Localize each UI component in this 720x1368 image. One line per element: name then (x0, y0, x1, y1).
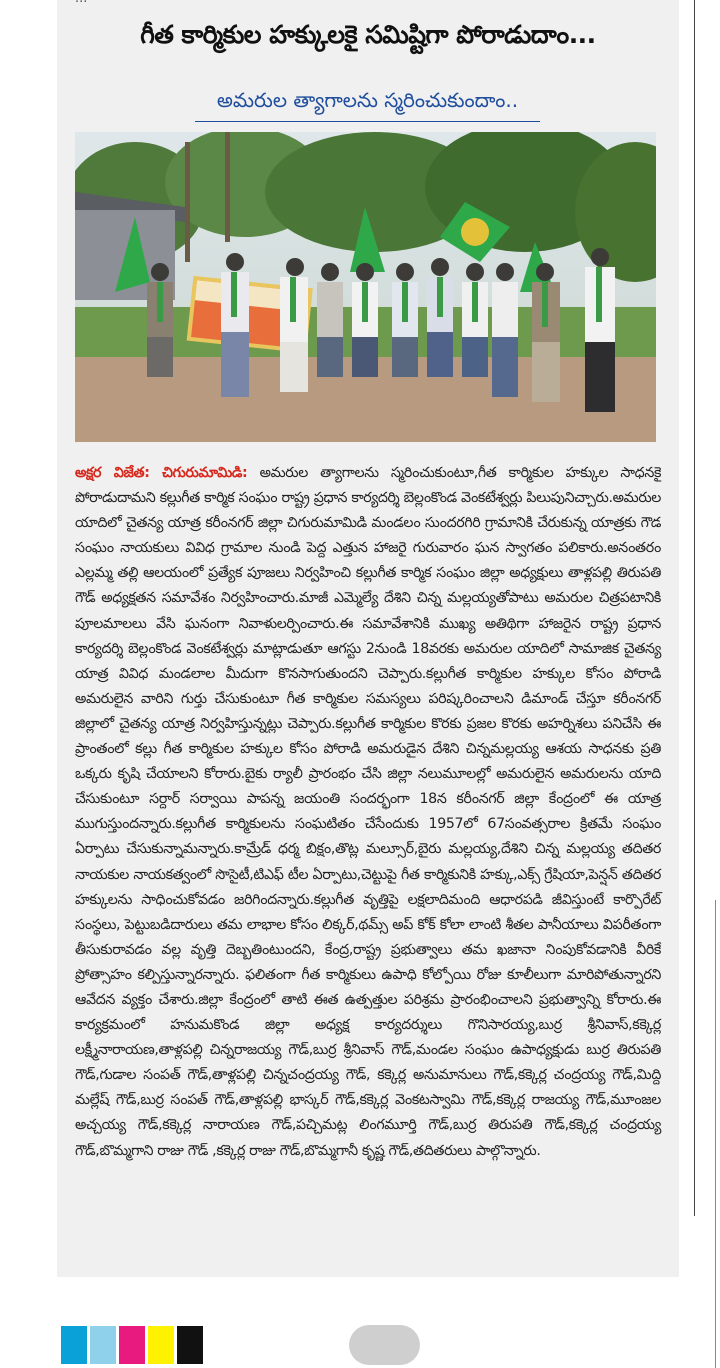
subheadline: అమరుల త్యాగాలను స్మరించుకుందాం.. (195, 88, 540, 122)
print-mark-cyan (61, 1326, 87, 1364)
print-mark-yellow (148, 1326, 174, 1364)
print-mark-light-cyan (90, 1326, 116, 1364)
page-edge-rule (715, 900, 716, 1368)
column-rule (694, 0, 695, 1216)
print-mark-magenta (119, 1326, 145, 1364)
headline: గీత కార్మికుల హక్కులకై సమిష్టిగా పోరాడుదాం... (140, 20, 596, 49)
news-photo (75, 132, 656, 442)
article-text: అమరుల త్యాగాలను స్మరించుకుంటూ,గీత కార్మికుల హక్కుల సాధనకై పోరాడుదామని కల్లుగీత కార్మిక సంఘం రాష్ట్ర ప్రధాన కార్యదర్శి బెల్లంకొండ వెంకటేశ్వర్లు పిలుపునిచ్చారు.అమరుల యాదిలో చైతన్య యాత్ర కరీంనగర్ జిల్లా చిగురుమామిడి మండలం సుందరగిరి గ్రామానికి చేరుకున్న యాత్రకు గౌడ సంఘం నాయకులు వివిధ గ్రామాల నుండి పెద్ద ఎత్తున హాజరై గురువారం ఘన స్వాగతం పలికారు.అనంతరం ఎల్లమ్మ తల్లి ఆలయంలో ప్రత్యేక పూజలు నిర్వహించి కల్లుగీత కార్మిక సంఘం జిల్లా అధ్యక్షులు తాళ్లపల్లి తిరుపతి గౌడ్ అధ్యక్షతన సమావేశం నిర్వహించారు.మాజీ ఎమ్మెల్యే దేశిని చిన్న మల్లయ్యతోపాటు అమరుల చిత్రపటానికి పూలమాలలు వేసి ఘనంగా నివాళులర్పించారు.ఈ సమావేశానికి ముఖ్య అతిథిగా హాజరైన రాష్ట్ర ప్రధాన కార్యదర్శి బెల్లంకొండ వెంకటేశ్వర్లు మాట్లాడుతూ ఆగస్టు 2నుండి 18వరకు అమరుల యాదిలో సామాజిక చైతన్య యాత్ర వివిధ మండలాల మీదుగా కొనసాగుతుందని చెప్పారు.కల్లుగీత కార్మికుల హక్కుల కోసం పోరాడి అమరులైన వారిని గుర్తు చేసుకుంటూ గీత కార్మికుల సమస్యలు పరిష్కరించాలని డిమాండ్ చేస్తూ కరీంనగర్ జిల్లాలో చైతన్య యాత్ర నిర్వహిస్తున్నట్లు చెప్పారు.కల్లుగీత కార్మికుల కొరకు ప్రజల కొరకు అహర్నిశలు పనిచేసి ఈ ప్రాంతంలో కల్లు గీత కార్మికుల హక్కుల కోసం పోరాడి అమరుడైన దేశిని చిన్నమల్లయ్య ఆశయ సాధనకు ప్రతి ఒక్కరు కృషి చేయాలని కోరారు.బైకు ర్యాలీ ప్రారంభం చేసి జిల్లా నలుమూలల్లో అమరులైన అమరులను యాది చేసుకుంటూ సర్దార్ సర్వాయి పాపన్న జయంతి సందర్భంగా 18న కరీంనగర్ జిల్లా కేంద్రంలో ఈ యాత్ర ముగుస్తుందన్నారు.కల్లుగీత కార్మికులను సంఘటితం చేసేందుకు 1957లో 67సంవత్సరాల క్రితమే సంఘం ఏర్పాటు చేసుకున్నామన్నారు.కామ్రేడ్ ధర్మ బిక్షం,తొట్ల మల్సూర్,బైరు మల్లయ్య,దేశిని చిన్న మల్లయ్య తదితర నాయకుల నాయకత్వంలో సొసైటీ,టిఎఫ్ టీల ఏర్పాటు,చెట్టుపై గీత కార్మికునికి హక్కు,ఎక్స్ గ్రేషియా,పెన్షన్ తదితర హక్కులను సాధించుకోవడం జరిగిందన్నారు.కల్లుగీత వృత్తిపై లక్షలాదిమంది ఆధారపడి జీవిస్తుంటే కార్పొరేట్ సంస్థలు, పెట్టుబడిదారులు తమ లాభాల కోసం లిక్కర్,థమ్స్ అప్ కోక్ కోలా లాంటి శీతల పానీయాలు విపరీతంగా తీసుకురావడం వల్ల వృత్తి దెబ్బతింటుందని, కేంద్ర,రాష్ట్ర ప్రభుత్వాలు తమ ఖజానా నింపుకోవడానికి వీరికే ప్రోత్సాహం కల్పిస్తున్నారన్నారు. ఫలితంగా గీత కార్మికులు ఉపాధి కోల్పోయి రోజు కూలీలుగా మారిపోతున్నారని ఆవేదన వ్యక్తం చేశారు.జిల్లా కేంద్రంలో తాటి ఈత ఉత్పత్తుల పరిశ్రమ ప్రారంభించాలని ప్రభుత్వాన్ని కోరారు.ఈ కార్యక్రమంలో హనుమకొండ జిల్లా అధ్యక్ష కార్యదర్శులు గొనిసారయ్య,బుర్ర శ్రీనివాస్,కక్కెర్ల లక్ష్మీనారాయణ,తాళ్లపల్లి చిన్నరాజయ్య గౌడ్,బుర్ర శ్రీనివాస్ గౌడ్,మండల సంఘం ఉపాధ్యక్షుడు బుర్ర తిరుపతి గౌడ్,గుడాల సంపత్ గౌడ్,తాళ్లపల్లి చిన్నచంద్రయ్య గౌడ్, కక్కెర్ల అనుమానులు గౌడ్,కక్కెర్ల చంద్రయ్య గౌడ్,మిద్ది మల్లేష్ గౌడ్,బుర్ర సంపత్ గౌడ్,తాళ్లపల్లి భాస్కర్ గౌడ్,కక్కెర్ల వెంకటస్వామి గౌడ్,కక్కెర్ల రాజయ్య గౌడ్,మూంజల అచ్చయ్య గౌడ్,కక్కెర్ల నారాయణ గౌడ్,పచ్చిమట్ల లింగమూర్తి గౌడ్,బుర్ర తిరుపతి గౌడ్,కక్కెర్ల చంద్రయ్య గౌడ్,బొమ్మగాని రాజు గౌడ్ ,కక్కెర్ల రాజు గౌడ్,బొమ్మగానీ కృష్ణ గౌడ్,తదితరులు పాల్గొన్నారు. (75, 465, 661, 1159)
print-mark-black (177, 1326, 203, 1364)
news-clipping (57, 0, 679, 1277)
top-text-fragment (75, 0, 87, 6)
scroll-handle[interactable] (349, 1325, 420, 1365)
dateline: అక్షర విజేత: చిగురుమామిడి: (75, 465, 248, 481)
article-body (75, 461, 661, 1164)
